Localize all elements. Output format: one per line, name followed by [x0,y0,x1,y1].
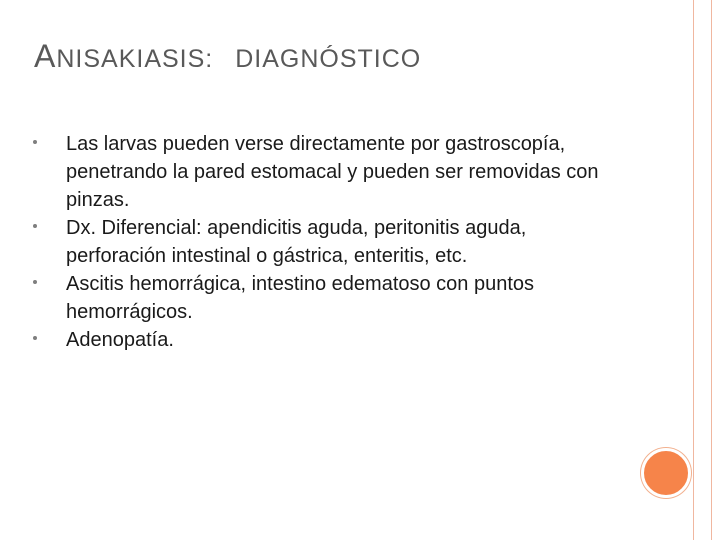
bullet-dot-icon [33,140,37,144]
frame-line-outer [693,0,694,540]
bullet-dot-icon [33,224,37,228]
title-word-2: DIAGNÓSTICO [235,45,422,73]
bullet-text: Dx. Diferencial: apendicitis aguda, peritonitis aguda, perforación intestinal o gástrica, enteritis, etc. [66,217,527,267]
bullet-dot-icon [33,280,37,284]
accent-circle [641,448,691,498]
bullet-text: Ascitis hemorrágica, intestino edematoso con puntos hemorrágicos. [66,273,535,323]
bullet-text: Adenopatía. [66,329,174,351]
bullet-item [33,214,613,270]
bullet-item [33,130,613,214]
bullet-item [33,326,613,354]
bullet-text: Las larvas pueden verse directamente por gastroscopía, penetrando la pared estomacal y pueden ser removidas con pinzas. [66,133,599,211]
frame-line-inner [711,0,712,540]
title-first-letter: A [34,38,57,74]
bullet-item [33,270,613,326]
title-word-1-rest: NISAKIASIS: [56,45,214,73]
bullet-list [33,130,613,354]
slide-title [34,38,421,75]
bullet-dot-icon [33,336,37,340]
